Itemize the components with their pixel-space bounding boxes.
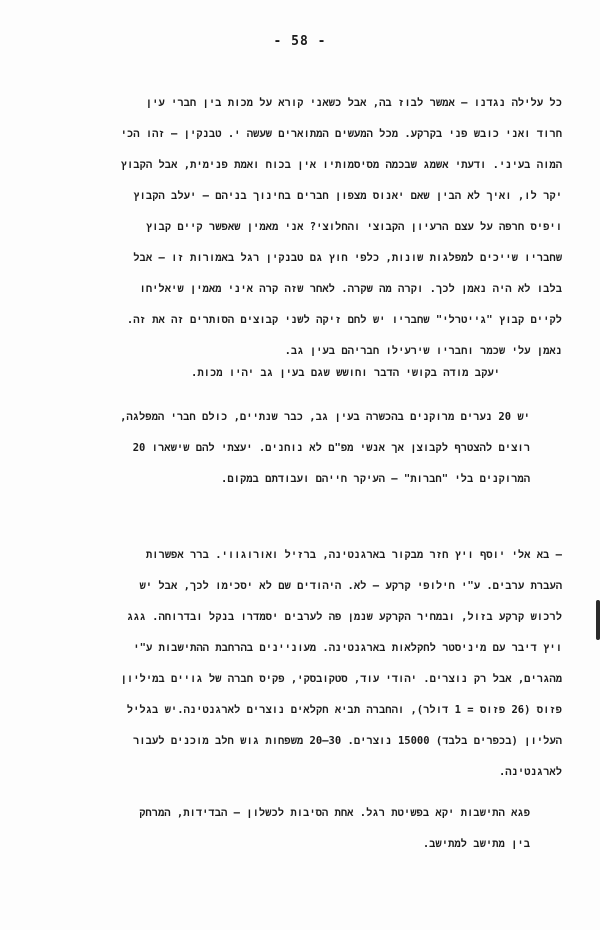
text-line: ויץ דיבר עם מיניסטר לחקלאות בארגנטינה. מעוניינים בהרחבת ההתישבות ע"י [133,642,562,654]
text-line: העברת ערבים. ע"י חילופי קרקע – לא. היהודים שם לא יסכימו לכך, אבל יש [139,580,562,592]
text-line: רוצים להצטרף לקבוצן אך אנשי מפ"ם לא נוחנים. יעצתי להם שישארו 20 [132,442,530,454]
text-line: פזוס (26 פזוס = 1 דולר), והחברה תביא חקלאים נוצרים לארגנטינה.יש בגליל [126,704,562,716]
text-line: יש 20 נערים מרוקנים בהכשרה בעין גב, כבר שנתיים, כולם חברי המפלגה, [120,411,530,423]
paragraph-4 [42,540,562,788]
text-line: העליון (בכפרים בלבד) 15000 נוצרים. 30–20 משפחות גוש חלב מוכנים לעבור [133,735,562,747]
text-line: כל עלילה נגדנו – אמשר לבוז בה, אבל כשאני קורא על מכות בין חברי עין [145,97,562,109]
text-line: פגא התישבות יקא בפשיטת רגל. אחת הסיבות לכשלון – הבדידות, המרחק [139,807,530,819]
scan-edge-mark [596,600,600,640]
text-line: – בא אלי יוסף ויץ חזר מבקור בארגנטינה, ברזיל ואורוגווי. ברר אפשרות [145,549,562,561]
text-line: חרוד ואני כובש פני בקרקע. מכל המעשים המתוארים שעשה י. טבנקין – זהו הכי [120,128,562,140]
text-line: שחבריו שייכים למפלגות שונות, כלפי חוץ גם טבנקין רגל באמורות זו – אבל [133,252,562,264]
paragraph-1 [37,88,562,367]
text-line: ויפיס חרפה על עצם הרעיון הקבוצי והחלוצי? אני מאמין שאפשר קיים קבוץ [145,221,562,233]
text-line: נאמן עלי שכמר וחבריו שירעילו חבריהם בעין גב. [284,345,562,357]
text-line: המרוקנים בלי "חברות" – העיקר חייהם ועבודתם במקום. [221,473,530,485]
text-line: מהגרים, אבל רק נוצרים. יהודי עוד, סטקובסקי, פקיס חברה של גויים במיליון [120,673,562,685]
paragraph-2 [60,358,500,389]
page-number: - 58 - [273,34,327,49]
paragraph-3 [60,402,530,495]
text-line: לרכוש קרקע בזול, ובמחיר הקרקע שנמן פה לערבים יסמדרו בנקל ובדרוחה. גגג [126,611,562,623]
text-line: בלבו לא היה נאמן לכך. וקרה מה שקרה. לאחר שזה קרה איני מאמין שיאליחו [139,283,562,295]
text-line: יקר לו, ואיך לא הבין שאם יאנוס מצפון חברים בחינוך בניהם – יעלב הקבוץ [133,190,562,202]
text-line: בין מתישב למתישב. [422,838,530,850]
text-line: יעקב מודה בקושי הדבר וחושש שגם בעין גב יהיו מכות. [191,367,500,379]
text-line: לארגנטינה. [498,766,562,778]
text-line: לקיים קבוץ "גייטרלי" שחבריו יש לחם זיקה לשני קבוצים הסותרים זה את זה. [126,314,562,326]
text-line: המוה בעיני. ודעתי אשמג שבכמה מסיסמותיו אין בכוח ואמת פנימית, אבל הקבוץ [120,159,562,171]
paragraph-5 [40,798,530,860]
